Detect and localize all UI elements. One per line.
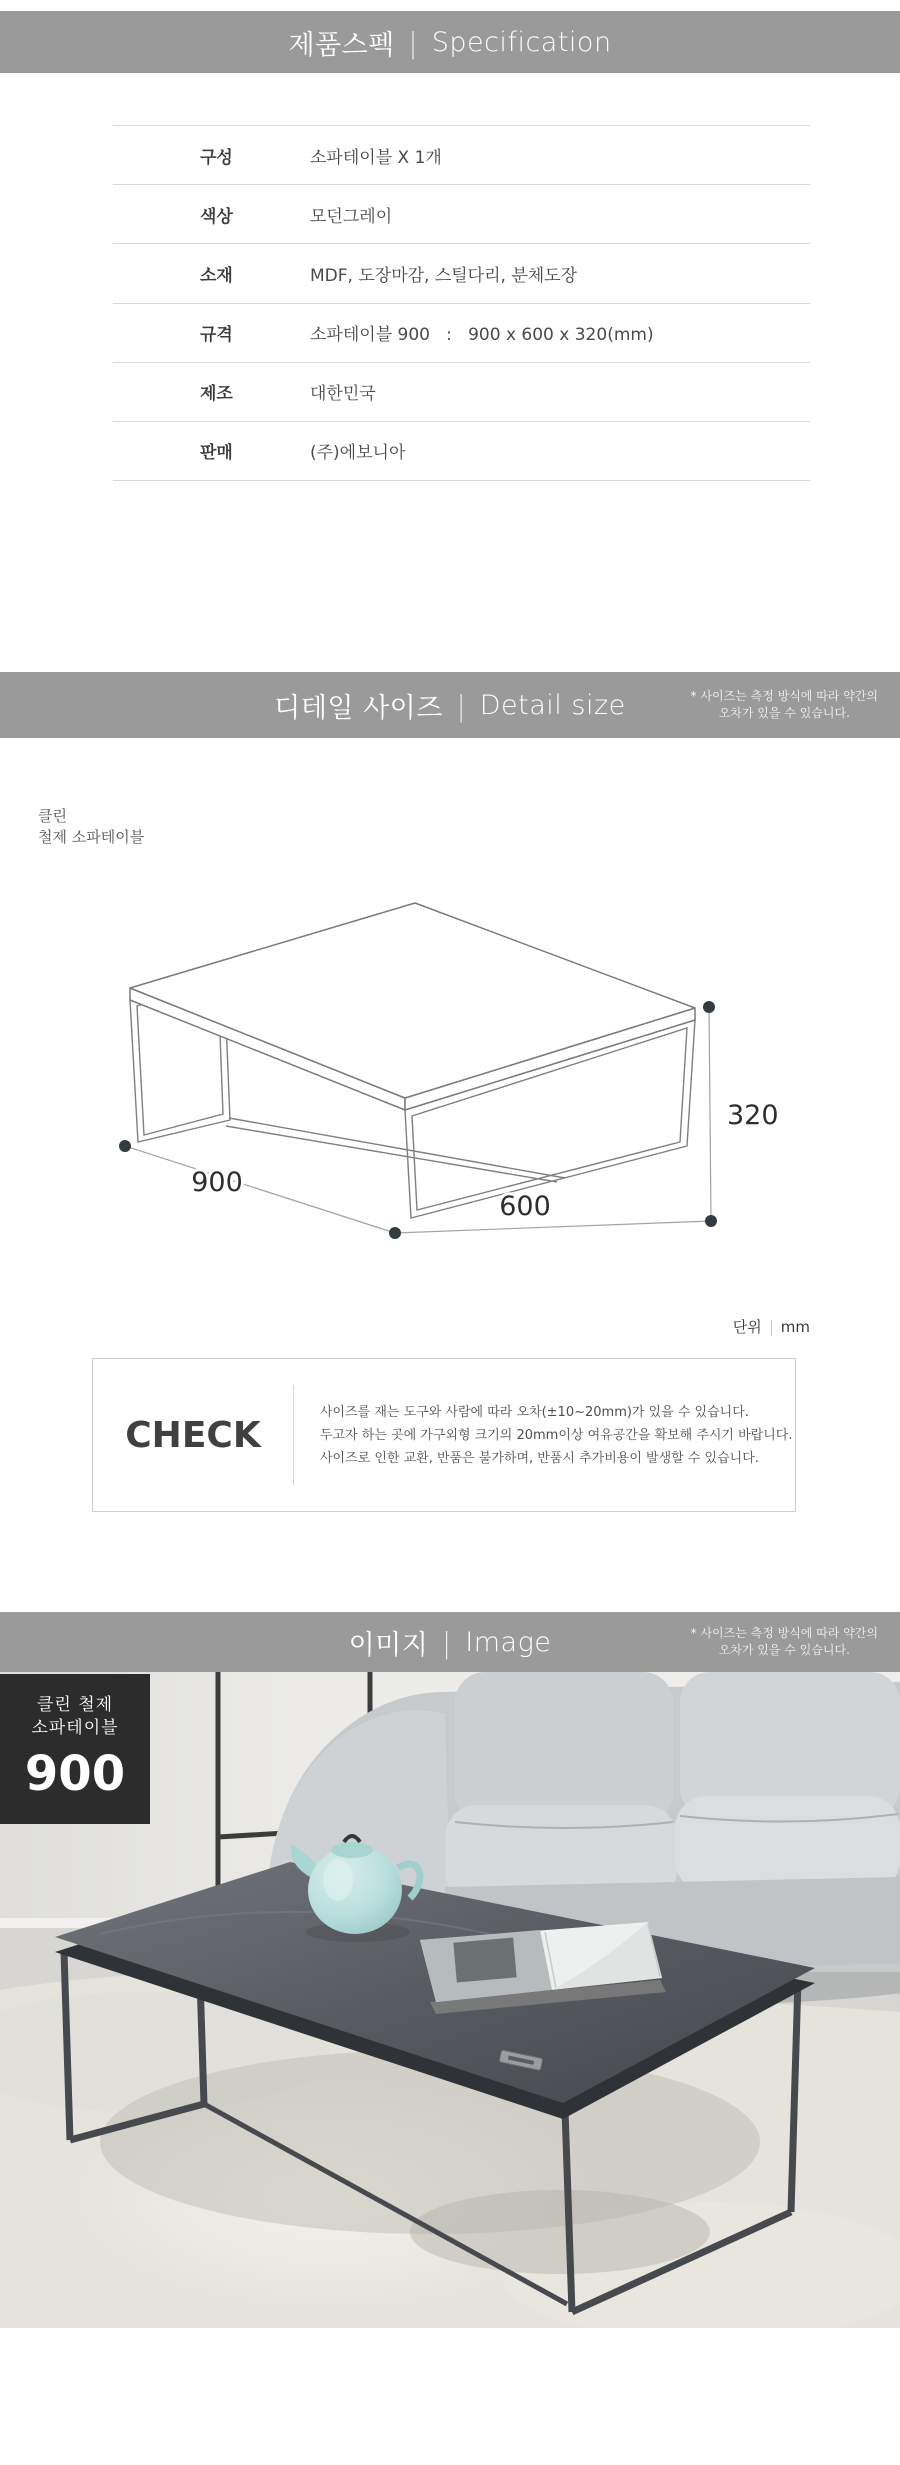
dimension-diagram [95, 888, 785, 1248]
unit-divider: | [768, 1318, 774, 1336]
table-row [113, 125, 810, 184]
spec-label: 색상 [200, 206, 233, 227]
section-title-spec [288, 23, 611, 62]
title-divider: | [456, 688, 466, 722]
spec-label: 판매 [200, 443, 233, 464]
spec-label: 규격 [200, 325, 233, 346]
section-title-image-en: Image [465, 1626, 552, 1658]
check-title: CHECK [125, 1414, 261, 1456]
spec-value: 모던그레이 [310, 206, 393, 227]
spec-label: 구성 [200, 147, 233, 168]
section-title-detail-en: Detail size [479, 689, 626, 721]
section-header-spec [0, 11, 900, 73]
size-tolerance-note: * 사이즈는 측정 방식에 따라 약간의 오차가 있을 수 있습니다. [690, 1626, 878, 1657]
section-header-image [0, 1612, 900, 1672]
photo-title-overlay [0, 1674, 150, 1824]
spec-label: 소재 [200, 265, 233, 286]
table-row [113, 184, 810, 243]
section-title-detail-ko: 디테일 사이즈 [274, 692, 443, 724]
table-row [113, 243, 810, 302]
depth-dimension-label: 600 [499, 1191, 551, 1222]
table-row [113, 303, 810, 362]
spec-value: MDF, 도장마감, 스틸다리, 분체도장 [310, 265, 578, 286]
height-dimension-label: 320 [727, 1100, 779, 1131]
title-divider: | [408, 25, 418, 59]
spec-label: 제조 [200, 384, 233, 405]
table-line-drawing [95, 888, 785, 1248]
section-title-image-ko: 이미지 [348, 1629, 429, 1661]
photo-title-line2: 소파테이블 [31, 1718, 119, 1738]
spec-value: (주)에보니아 [310, 443, 406, 464]
spec-table [113, 125, 810, 481]
spec-value: 소파테이블 900 : 900 x 600 x 320(mm) [310, 325, 654, 346]
size-tolerance-note: * 사이즈는 측정 방식에 따라 약간의 오차가 있을 수 있습니다. [690, 689, 878, 720]
section-title-spec-ko: 제품스펙 [288, 29, 395, 61]
section-title-detail [274, 686, 626, 725]
check-notice-box [92, 1358, 796, 1512]
check-notice-text: 사이즈를 재는 도구와 사람에 따라 오차(±10~20mm)가 있을 수 있습니다. 두고자 하는 곳에 가구외형 크기의 20mm이상 여유공간을 확보해 주시기 바랍니다. 사이즈로 인한 교환, 반품은 불가하며, 반품시 추가비용이 발생할 수 있습니다. [320, 1404, 793, 1466]
product-photo [0, 1672, 900, 2328]
section-title-image [349, 1623, 552, 1662]
product-name-label: 클린 철제 소파테이블 [38, 807, 145, 846]
section-header-detail-size [0, 672, 900, 738]
section-title-spec-en: Specification [431, 26, 612, 58]
photo-size-number: 900 [24, 1746, 126, 1802]
width-dimension-label: 900 [191, 1167, 243, 1198]
spec-value: 소파테이블 X 1개 [310, 147, 442, 168]
table-row [113, 421, 810, 480]
photo-title-line1: 클린 철제 [36, 1695, 114, 1715]
table-row [113, 362, 810, 421]
spec-value: 대한민국 [310, 384, 376, 405]
unit-label: 단위 | mm [732, 1318, 810, 1336]
title-divider: | [442, 1625, 452, 1659]
